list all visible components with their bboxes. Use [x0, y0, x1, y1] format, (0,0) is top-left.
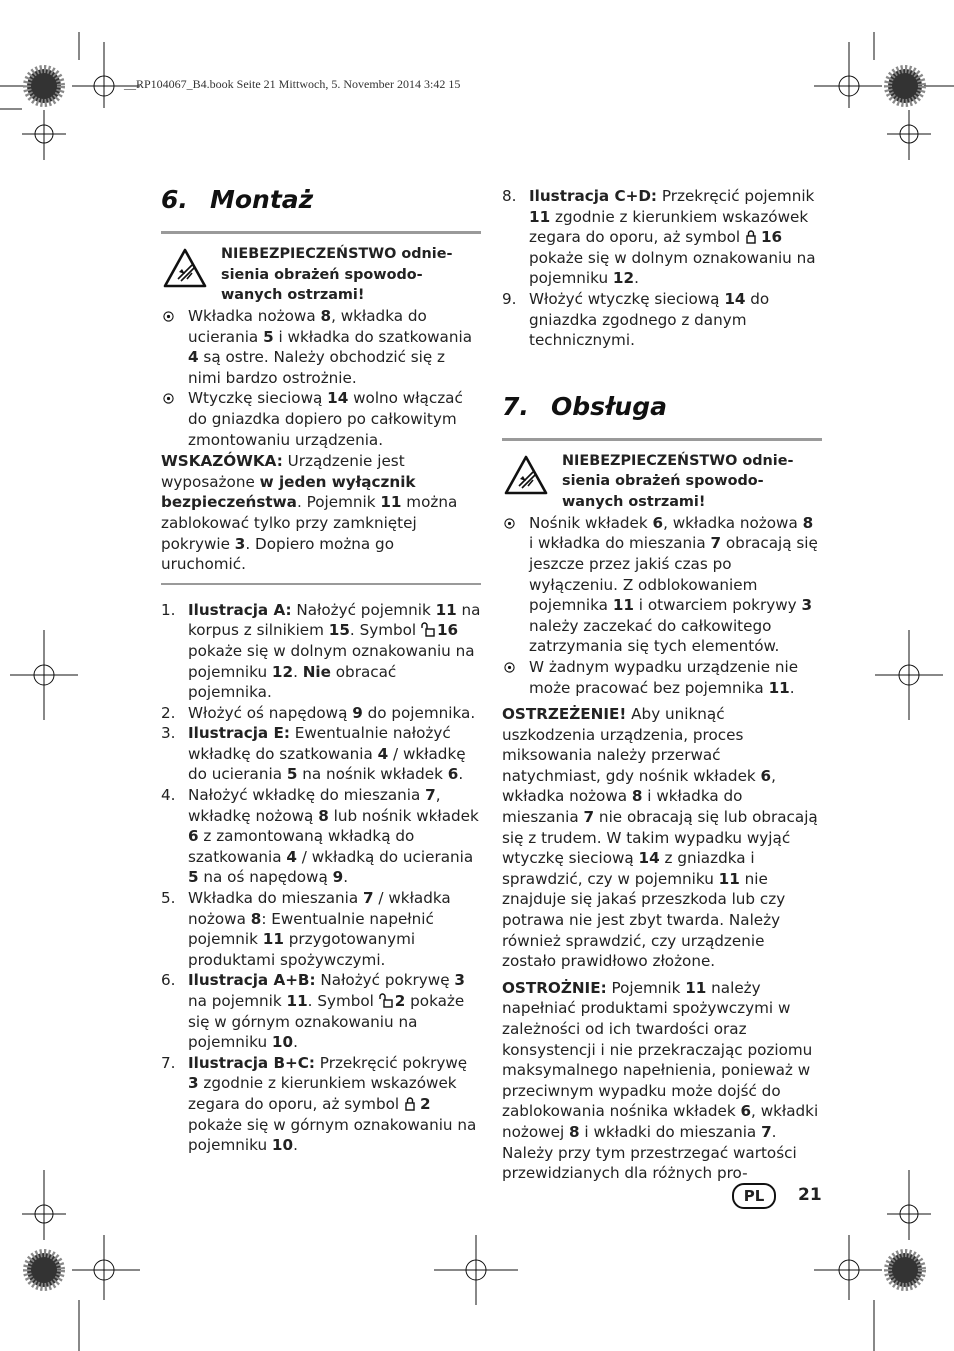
- bold-text: Ilustracja E:: [188, 724, 290, 743]
- bold-text: 11: [685, 978, 707, 997]
- bold-text: 11: [262, 930, 284, 949]
- text-run: Pojemnik: [606, 978, 686, 997]
- text-run: wolno włączać do gniazdka dopiero po całkowitym zmontowaniu urządzenia.: [188, 389, 463, 449]
- text-run: i wkładka do mieszania: [502, 787, 743, 827]
- bold-text: 12: [271, 662, 294, 681]
- language-badge: PL: [732, 1183, 776, 1209]
- text-run: na nośnik wkładek: [297, 765, 448, 784]
- bold-text: 7: [425, 786, 436, 805]
- bold-text: 15: [328, 621, 350, 640]
- text-run: są ostre. Należy obchodzić się z nimi bardzo ostrożnie.: [188, 348, 446, 387]
- bold-text: OSTRZEŻENIE!: [502, 705, 627, 724]
- bold-text: 7: [761, 1122, 772, 1141]
- bold-text: 16: [436, 621, 459, 640]
- bullet-icon: [504, 518, 515, 529]
- text-run: Włożyć oś napędową: [188, 703, 353, 722]
- text-run: / wkładka nożowa: [188, 889, 451, 928]
- bullet-item: [161, 306, 481, 388]
- text-run: zgodnie z kierunkiem wskazówek zegara do oporu, aż symbol: [188, 1074, 457, 1113]
- text-run: obracają się jeszcze przez jakiś czas po wyłączeniu. Z odblokowaniem pojemnika: [529, 534, 818, 615]
- assembly-steps-continued: [502, 186, 822, 351]
- bold-text: 11: [529, 207, 551, 226]
- step-item: [161, 785, 481, 888]
- step-number: 9.: [502, 289, 517, 308]
- text-run: , wkładka nożowa: [663, 513, 803, 532]
- text-run: . Pojemnik: [296, 493, 381, 512]
- assembly-steps: [161, 600, 481, 1156]
- operation-bullets: [502, 513, 822, 698]
- warning-cut-hazard-icon: [504, 455, 548, 495]
- text-run: . Należy przy tym przestrzegać wartości przewidzianych dla różnych pro-: [502, 1122, 797, 1183]
- text-run: .: [343, 868, 349, 887]
- step-item: [502, 289, 822, 351]
- step-item: [161, 703, 481, 724]
- section-title-obsluga: [502, 387, 822, 427]
- bold-text: 3: [234, 534, 246, 553]
- text-run: Przekręcić pojemnik: [657, 187, 815, 205]
- bold-text: 11: [286, 992, 308, 1010]
- danger-notice: [502, 441, 822, 513]
- text-run: Nośnik wkładek: [529, 513, 653, 532]
- text-run: z zamontowaną wkładką do szatkowania: [188, 827, 415, 866]
- bold-text: 9: [332, 868, 344, 887]
- warning-paragraph: [502, 704, 822, 972]
- bold-text: 10: [271, 1033, 294, 1052]
- text-run: : Ewentualnie napełnić pojemnik: [188, 909, 434, 949]
- bold-text: 2: [394, 992, 406, 1010]
- section-title-montaz: [161, 180, 481, 220]
- bold-text: 4: [188, 348, 199, 367]
- bold-text: w jeden wyłącznik bezpieczeństwa: [161, 472, 416, 512]
- section-rule-thin: [161, 583, 481, 585]
- caution-paragraph: [502, 978, 822, 1184]
- bold-text: 6: [188, 827, 199, 846]
- text-run: do pojemnika.: [362, 703, 476, 722]
- left-column: [161, 180, 481, 1156]
- page-number: 21: [798, 1185, 822, 1205]
- bullet-item: [161, 388, 481, 450]
- step-item: [161, 1053, 481, 1156]
- text-run: należy zaczekać do całkowitego zatrzymania się tych elementów.: [529, 616, 780, 656]
- bold-text: 10: [271, 1136, 294, 1155]
- bold-text: 9: [352, 703, 363, 722]
- text-run: przygotowanymi produktami spożywczymi.: [188, 930, 416, 969]
- bold-text: 11: [380, 493, 402, 512]
- bold-text: 3: [801, 596, 813, 615]
- text-run: .: [293, 1033, 298, 1052]
- text-run: Nałożyć pojemnik: [291, 600, 436, 619]
- unlock-icon: [421, 622, 435, 637]
- text-run: lub nośnik wkładek: [328, 806, 479, 825]
- text-run: nie obracają się lub obracają się z trudem. W takim wypadku wyjąć wtyczkę sieciową: [502, 808, 818, 868]
- text-run: na korpus z silnikiem: [188, 600, 481, 640]
- text-run: można zablokować tylko przy zamkniętej pokrywie: [161, 493, 458, 553]
- step-item: [161, 600, 481, 703]
- step-item: [161, 723, 481, 785]
- text-run: pokaże się w górnym oznakowaniu na pojemniku: [188, 1115, 477, 1155]
- bold-text: 8: [631, 787, 643, 806]
- bold-text: Nie: [302, 662, 331, 681]
- text-run: pokaże się w dolnym oznakowaniu na pojemniku: [188, 641, 475, 681]
- bullet-item: [502, 657, 822, 698]
- text-run: Włożyć wtyczkę sieciową: [529, 289, 725, 308]
- bold-text: 8: [802, 513, 814, 532]
- lock-icon: [745, 229, 759, 244]
- step-number: 5.: [161, 889, 176, 908]
- text-run: Wtyczkę sieciową: [188, 389, 328, 408]
- step-number: 2.: [161, 703, 176, 722]
- bold-text: 16: [760, 228, 783, 247]
- text-run: do gniazdka zgodnego z danym technicznymi.: [529, 289, 770, 350]
- text-run: i otwarciem pokrywy: [633, 596, 802, 615]
- text-run: i wkładki do mieszania: [579, 1122, 762, 1141]
- text-run: W żadnym wypadku urządzenie nie może pracować bez pojemnika: [529, 657, 799, 697]
- text-run: .: [789, 678, 795, 697]
- bold-text: 12: [612, 269, 635, 288]
- bold-text: Ilustracja B+C:: [188, 1053, 315, 1072]
- bold-text: 6: [740, 1102, 752, 1121]
- text-run: pokaże się w dolnym oznakowaniu na pojemniku: [529, 248, 816, 288]
- bold-text: 11: [718, 869, 740, 888]
- text-run: . Symbol: [307, 992, 379, 1010]
- step-number: 7.: [161, 1053, 176, 1072]
- bold-text: 11: [768, 678, 790, 697]
- bold-text: 6: [447, 765, 459, 784]
- right-column: [502, 186, 822, 1184]
- text-run: . Dopiero można go uruchomić.: [161, 534, 394, 574]
- text-run: / wkładką do ucierania: [296, 847, 474, 866]
- text-run: , wkładkę nożową: [188, 786, 441, 825]
- bold-text: 7: [583, 808, 595, 827]
- bold-text: 7: [363, 889, 374, 908]
- bullet-item: [502, 513, 822, 657]
- text-run: , wkładka nożowa: [502, 766, 776, 806]
- warning-cut-hazard-icon: [163, 248, 207, 288]
- text-run: z gniazdka i sprawdzić, czy w pojemniku: [502, 849, 755, 888]
- text-run: Wkładka nożowa: [188, 307, 321, 325]
- bold-text: 11: [612, 596, 634, 615]
- bold-text: 11: [435, 600, 457, 619]
- bold-text: 6: [760, 766, 772, 785]
- text-run: , wkładki nożowej: [502, 1102, 819, 1141]
- bold-text: 8: [250, 909, 262, 928]
- bold-text: 5: [263, 327, 274, 346]
- bullet-icon: [163, 393, 174, 404]
- bold-text: Ilustracja A+B:: [188, 971, 316, 990]
- step-item: [161, 970, 481, 1052]
- bold-text: WSKAZÓWKA:: [161, 452, 283, 471]
- text-run: nie znajduje się jakaś przeszkoda lub czy potrawa nie jest zbyt twarda. Należy również sprawdzić, czy urządzenie zostało prawidłowo złożone.: [502, 869, 786, 971]
- bold-text: 14: [724, 289, 746, 308]
- page-footer: [732, 1183, 822, 1209]
- text-run: , wkładka do ucierania: [188, 307, 427, 346]
- text-run: Nałożyć pokrywę: [315, 971, 455, 990]
- bold-text: 4: [377, 744, 389, 763]
- lock-icon: [404, 1096, 418, 1111]
- step-number: 3.: [161, 724, 176, 743]
- section-title-text: Montaż: [210, 185, 314, 214]
- safety-bullets: [161, 306, 481, 450]
- bold-text: 14: [327, 389, 349, 408]
- text-run: obracać pojemnika.: [188, 662, 397, 702]
- text-run: . Symbol: [349, 621, 421, 640]
- section-title-text: Obsługa: [551, 391, 667, 421]
- step-number: 8.: [502, 187, 517, 205]
- unlock-icon: [379, 993, 393, 1008]
- text-run: .: [293, 1136, 298, 1155]
- step-item: [161, 888, 481, 970]
- bold-text: 7: [710, 534, 722, 553]
- bold-text: 8: [318, 806, 329, 825]
- text-run: Przekręcić pokrywę: [314, 1053, 468, 1072]
- text-run: Ewentualnie nałożyć wkładkę do szatkowania: [188, 724, 451, 763]
- text-run: / wkładkę do ucierania: [188, 744, 466, 784]
- bold-text: 5: [286, 765, 298, 784]
- bold-text: 14: [638, 849, 660, 868]
- section-number: 6.: [161, 185, 188, 214]
- text-run: .: [458, 765, 464, 784]
- step-number: 4.: [161, 786, 176, 805]
- danger-notice: [161, 234, 481, 306]
- hint-paragraph: [161, 451, 481, 575]
- text-run: na oś napędową: [198, 868, 333, 887]
- bold-text: Ilustracja A:: [188, 600, 292, 619]
- text-run: Nałożyć wkładkę do mieszania: [188, 786, 426, 805]
- bold-text: 3: [188, 1074, 199, 1093]
- bold-text: Ilustracja C+D:: [529, 187, 658, 205]
- bold-text: OSTROŻNIE:: [502, 978, 607, 997]
- bullet-icon: [504, 662, 515, 673]
- danger-text: NIEBEZPIECZEŃSTWO odnie-sienia obrażeń spowodo-wanych ostrzami!: [221, 246, 453, 304]
- text-run: Urządzenie jest wyposażone: [161, 452, 405, 491]
- step-item: [502, 186, 822, 289]
- bold-text: 6: [652, 513, 664, 532]
- step-number: 6.: [161, 971, 176, 990]
- text-run: Aby uniknąć uszkodzenia urządzenia, proces miksowania należy przerwać natychmiast, gdy nośnik wkładek: [502, 705, 761, 785]
- bold-text: 8: [320, 307, 332, 325]
- text-run: i wkładka do mieszania: [529, 534, 711, 553]
- bullet-icon: [163, 311, 174, 322]
- text-run: na pojemnik: [188, 992, 287, 1010]
- text-run: Wkładka do mieszania: [188, 889, 364, 908]
- print-header: __RP104067_B4.book Seite 21 Mittwoch, 5. November 2014 3:42 15: [124, 77, 461, 91]
- bold-text: 8: [569, 1122, 580, 1141]
- text-run: pokaże się w górnym oznakowaniu na pojemniku: [188, 992, 465, 1052]
- bold-text: 5: [188, 868, 199, 887]
- text-run: należy napełniać produktami spożywczymi w zależności od ich twardości oraz konsystencji i nie przekraczając poziomu maksymalnego napełnienia, ponieważ w przeciwnym wypadku może dojść do zablokowania nośnika wkładek: [502, 978, 813, 1121]
- section-number: 7.: [502, 391, 529, 421]
- step-number: 1.: [161, 600, 176, 619]
- text-run: zgodnie z kierunkiem wskazówek zegara do oporu, aż symbol: [529, 207, 809, 247]
- bold-text: 4: [286, 847, 297, 866]
- bold-text: 2: [419, 1094, 431, 1113]
- text-run: .: [634, 269, 639, 288]
- bold-text: 3: [454, 971, 465, 990]
- danger-text: NIEBEZPIECZEŃSTWO odnie-sienia obrażeń spowodo-wanych ostrzami!: [562, 452, 794, 510]
- text-run: .: [293, 662, 303, 681]
- text-run: i wkładka do szatkowania: [273, 327, 473, 346]
